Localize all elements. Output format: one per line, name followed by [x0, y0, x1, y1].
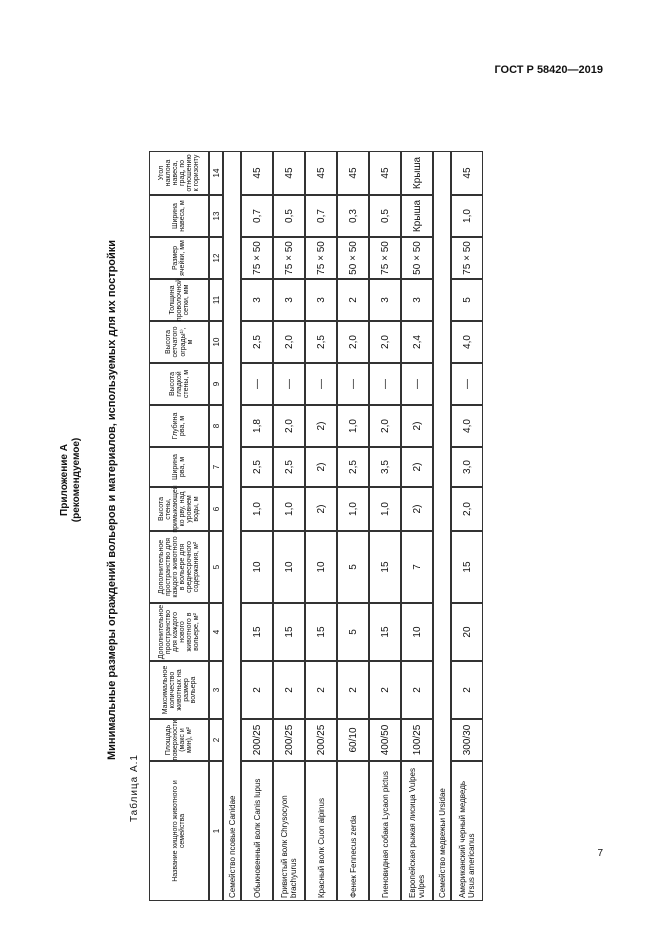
table-cell: 5: [337, 531, 369, 603]
table-cell: 2,5: [241, 321, 273, 363]
table-cell: 50 × 50: [401, 237, 433, 279]
animal-name-cell: Гривистый волк Chrysocyon brachyurus: [273, 761, 305, 901]
table-cell: —: [401, 363, 433, 405]
table-cell: 45: [241, 151, 273, 195]
data-table: [149, 91, 525, 901]
table-cell: 200/25: [305, 719, 337, 761]
table-cell: 50 × 50: [337, 237, 369, 279]
table-cell: 400/50: [369, 719, 401, 761]
table-cell: 2: [337, 279, 369, 321]
column-number: 11: [209, 279, 223, 321]
column-header: Дополнительное пространство для каждого животного в вольере для среднесрочного содержания, м²: [149, 531, 209, 603]
table-cell: —: [241, 363, 273, 405]
table-cell: 2): [401, 487, 433, 531]
page-number: 7: [597, 848, 603, 859]
table-cell: 3: [273, 279, 305, 321]
column-header: Площадь поверхности (макс и мин), м²: [149, 719, 209, 761]
column-header: Размер ячейки, мм: [149, 237, 209, 279]
column-number: 8: [209, 405, 223, 447]
table-cell: 20: [451, 603, 483, 661]
column-header: Максимальное количество животных на размер вольера: [149, 661, 209, 719]
table-cell: 45: [369, 151, 401, 195]
table-cell: 3,0: [451, 447, 483, 487]
animal-name-cell: Красный волк Cuon alpinus: [305, 761, 337, 901]
family-row: Семейство медвежьи Ursidae: [433, 151, 451, 901]
column-number: 14: [209, 151, 223, 195]
table-cell: 7: [401, 531, 433, 603]
table-cell: 0,3: [337, 195, 369, 237]
table-cell: 2: [451, 661, 483, 719]
animal-name-cell: Гиеновидная собака Lycaon pictus: [369, 761, 401, 901]
table-cell: 15: [241, 603, 273, 661]
table-cell: 15: [273, 603, 305, 661]
table-cell: 2,5: [273, 447, 305, 487]
table-cell: 2): [305, 405, 337, 447]
column-header: Ширина рва, м: [149, 447, 209, 487]
table-cell: 15: [369, 603, 401, 661]
table-cell: 2,4: [401, 321, 433, 363]
table-cell: 15: [369, 531, 401, 603]
table-cell: 1,0: [241, 487, 273, 531]
table-cell: 2,5: [337, 447, 369, 487]
table-cell: 2,0: [451, 487, 483, 531]
table-cell: 4,0: [451, 321, 483, 363]
table-cell: 5: [337, 603, 369, 661]
column-header: Угол наклона навеса, град, по отношению к горизонту: [149, 151, 209, 195]
main-title: Минимальные размеры ограждений вольеров и материалов, используемых для их постройки: [106, 239, 118, 760]
column-number: 2: [209, 719, 223, 761]
column-header: Глубина рва, м: [149, 405, 209, 447]
table-cell: 2,0: [337, 321, 369, 363]
table-cell: 0,5: [273, 195, 305, 237]
column-header: Высота стены, примыкающей ко рву, над уровнем воды, м: [149, 487, 209, 531]
table-cell: 75 × 50: [305, 237, 337, 279]
table-cell: —: [369, 363, 401, 405]
table-cell: 1,8: [241, 405, 273, 447]
table-cell: 45: [337, 151, 369, 195]
table-cell: 15: [305, 603, 337, 661]
table-cell: 300/30: [451, 719, 483, 761]
table-cell: 100/25: [401, 719, 433, 761]
table-cell: 2: [305, 661, 337, 719]
table-cell: 2): [305, 487, 337, 531]
animal-name-cell: Американский черный медведь Ursus americanus: [451, 761, 483, 901]
appendix-heading: [59, 380, 83, 580]
appendix-title: Приложение А: [59, 444, 70, 516]
table-cell: 2: [369, 661, 401, 719]
table-cell: 1,0: [369, 487, 401, 531]
column-number: 6: [209, 487, 223, 531]
table-cell: —: [273, 363, 305, 405]
column-number: 1: [209, 761, 223, 901]
column-number: 3: [209, 661, 223, 719]
table-cell: 2,0: [369, 405, 401, 447]
table-cell: 3: [241, 279, 273, 321]
table-cell: 2,0: [273, 321, 305, 363]
table-cell: 75 × 50: [369, 237, 401, 279]
table-cell: 1,0: [337, 487, 369, 531]
column-number: 7: [209, 447, 223, 487]
table-cell: 200/25: [273, 719, 305, 761]
column-number: 5: [209, 531, 223, 603]
column-number: 4: [209, 603, 223, 661]
table-cell: 0,5: [369, 195, 401, 237]
animal-name-cell: Обыкновенный волк Canis lupus: [241, 761, 273, 901]
table-cell: 3,5: [369, 447, 401, 487]
table-cell: —: [451, 363, 483, 405]
table-cell: 2: [401, 661, 433, 719]
table-cell: 45: [273, 151, 305, 195]
table-cell: 10: [273, 531, 305, 603]
column-header: Высота сетчатого ограды¹⁾, м: [149, 321, 209, 363]
column-number: 9: [209, 363, 223, 405]
standard-number: ГОСТ Р 58420—2019: [494, 64, 603, 76]
table-cell: 0,7: [241, 195, 273, 237]
table-cell: 4,0: [451, 405, 483, 447]
table-cell: Крыша: [401, 195, 433, 237]
table-cell: 45: [451, 151, 483, 195]
column-header: Толщина проволочной сетки, мм: [149, 279, 209, 321]
table-cell: 10: [401, 603, 433, 661]
table-cell: 3: [401, 279, 433, 321]
table-cell: 1,0: [273, 487, 305, 531]
column-header: Высота гладкой стены, м: [149, 363, 209, 405]
table-cell: —: [305, 363, 337, 405]
family-row: Семейство псовые Canidae: [223, 151, 241, 901]
table-cell: 2): [401, 447, 433, 487]
table-cell: 2): [401, 405, 433, 447]
table-label: Таблица А.1: [129, 754, 140, 822]
column-header: Дополнительное пространство для каждого нового животного в вольере, м²: [149, 603, 209, 661]
table-cell: 75 × 50: [241, 237, 273, 279]
table-cell: 2: [337, 661, 369, 719]
table-cell: 2,5: [305, 321, 337, 363]
column-number: 10: [209, 321, 223, 363]
table-cell: Крыша: [401, 151, 433, 195]
table-cell: 15: [451, 531, 483, 603]
table-cell: 2): [305, 447, 337, 487]
table-cell: 3: [369, 279, 401, 321]
appendix-subtitle: (рекомендуемое): [71, 437, 82, 523]
table-cell: 5: [451, 279, 483, 321]
table-cell: 1,0: [451, 195, 483, 237]
table-cell: 75 × 50: [451, 237, 483, 279]
table-cell: 10: [305, 531, 337, 603]
table-cell: 75 × 50: [273, 237, 305, 279]
table-cell: 2: [273, 661, 305, 719]
column-header: Ширина навеса, м: [149, 195, 209, 237]
column-header: Название хищного животного и семейства: [149, 761, 209, 901]
table-cell: 10: [241, 531, 273, 603]
table-cell: 2: [241, 661, 273, 719]
table-cell: —: [337, 363, 369, 405]
table-cell: 2,0: [273, 405, 305, 447]
column-number: 12: [209, 237, 223, 279]
table-cell: 60/10: [337, 719, 369, 761]
table-cell: 200/25: [241, 719, 273, 761]
table-cell: 3: [305, 279, 337, 321]
animal-name-cell: Европейская рыжая лисица Vulpes vulpes: [401, 761, 433, 901]
table-cell: 1,0: [337, 405, 369, 447]
column-number: 13: [209, 195, 223, 237]
table-cell: 2,0: [369, 321, 401, 363]
table-cell: 2,5: [241, 447, 273, 487]
table-cell: 0,7: [305, 195, 337, 237]
animal-name-cell: Фенек Fennecus zerda: [337, 761, 369, 901]
table-cell: 45: [305, 151, 337, 195]
